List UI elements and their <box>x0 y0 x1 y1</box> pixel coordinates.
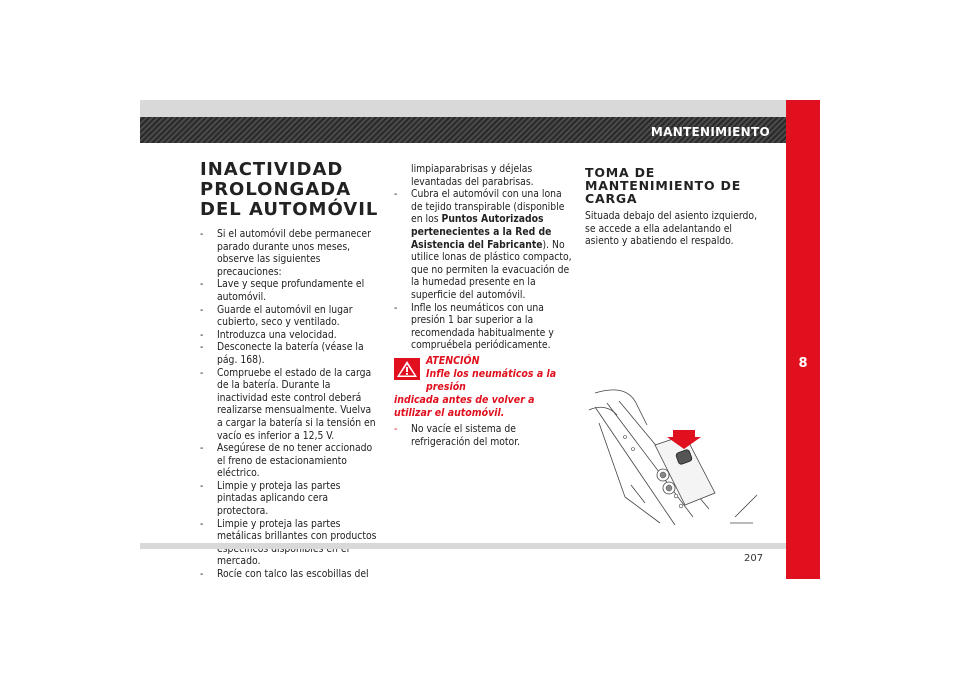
side-red-bar-lower <box>786 351 820 579</box>
authorized-points-text: Puntos Autorizados pertenecientes a la Red de Asistencia del Fabricante <box>411 213 552 251</box>
chapter-number: 8 <box>798 356 808 371</box>
list-item: - Limpie y proteja las partes metálicas brillantes con productos mercado. <box>200 518 378 568</box>
right-column-body: Situada debajo del asiento izquierdo, se accede a ella adelantando el asiento y abatiendo el respaldo. <box>585 210 758 248</box>
list-item: - No vacíe el sistema de refrigeración del motor. <box>394 423 572 448</box>
list-item: - Si el automóvil debe permanecer parado durante unos meses, observe las siguientes precauciones: <box>200 228 378 278</box>
title-line: DEL AUTOMÓVIL <box>200 199 379 220</box>
cover-text-post: ). No utilice lonas de plástico compacto, que no permiten la evacuación de la humedad presente en la superficie del automóvil. <box>411 238 572 301</box>
list-item <box>394 188 572 301</box>
heading-line: TOMA DE <box>585 165 656 180</box>
list-item-continuation: limpiaparabrisas y déjelas levantadas del parabrisas. <box>411 163 534 188</box>
cooling-list <box>394 423 572 448</box>
page-title-inactividad <box>200 160 380 220</box>
footer-grey-band <box>140 543 786 549</box>
list-item: - Compruebe el estado de la carga de la batería. Durante la inactividad este control deberá realizarse mensualmente. Vuelva a cargar la batería si la tensión en vacío es inferior a 12,5 V. <box>200 367 378 443</box>
page-number: 207 <box>744 553 764 564</box>
side-red-bar-middle <box>786 243 820 351</box>
heading-line: CARGA <box>585 191 638 206</box>
left-column <box>200 228 378 581</box>
side-red-bar <box>786 100 820 243</box>
list-item: - Rocíe con talco las escobillas del <box>200 568 378 581</box>
middle-column <box>394 163 572 448</box>
warning-triangle-icon <box>394 358 420 380</box>
cover-text-pre: Cubra el automóvil con una lona de tejido transpirable (disponible en los <box>411 188 565 226</box>
list-item: - Infle los neumáticos con una presión 1 bar superior a la recomendada habitualmente y compruébela periódicamente. <box>394 302 572 352</box>
warning-text-line: Infle los neumáticos a la presión <box>426 367 557 393</box>
warning-text <box>394 368 572 420</box>
title-line: INACTIVIDAD <box>200 159 344 180</box>
list-item: - Asegúrese de no tener accionado el freno de estacionamiento eléctrico. <box>200 442 378 480</box>
list-item: - Lave y seque profundamente el automóvil. <box>200 278 378 303</box>
list-item: - Guarde el automóvil en lugar cubierto, seco y ventilado. <box>200 304 378 329</box>
section-heading-toma <box>585 166 765 205</box>
maintenance-socket-illustration <box>585 385 765 530</box>
warning-title: ATENCIÓN <box>426 354 480 367</box>
list-item: - Desconecte la batería (véase la pág. 168). <box>200 341 378 366</box>
header-grey-band <box>140 100 786 117</box>
precautions-list-continued <box>394 163 572 352</box>
list-item: - Limpie y proteja las partes pintadas aplicando cera protectora. <box>200 480 378 518</box>
heading-line: MANTENIMIENTO DE <box>585 178 742 193</box>
warning-box <box>394 355 572 420</box>
warning-text-line: indicada antes de volver a utilizar el automóvil. <box>394 393 535 419</box>
section-title: MANTENIMIENTO <box>650 125 770 139</box>
precautions-list <box>200 228 378 581</box>
list-item: - Introduzca una velocidad. <box>200 329 378 342</box>
title-line: PROLONGADA <box>200 179 352 200</box>
